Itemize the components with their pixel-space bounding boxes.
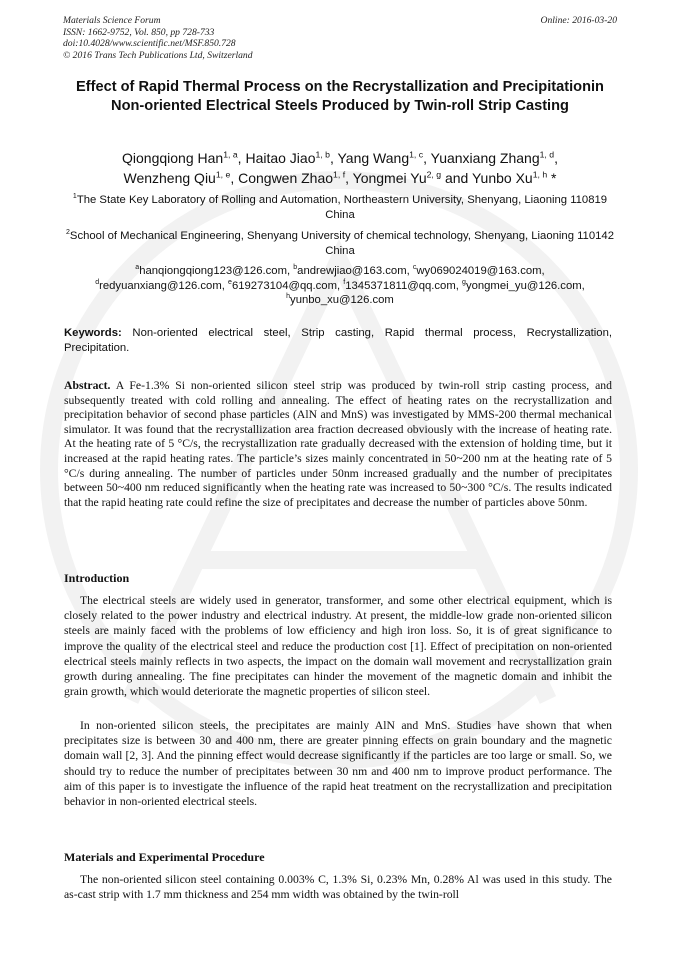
corresponding-author-mark: *: [547, 170, 557, 186]
author-affiliation-mark: 1, b: [315, 149, 330, 160]
section-heading-materials: Materials and Experimental Procedure: [64, 850, 265, 864]
abstract-label: Abstract.: [64, 379, 111, 392]
email-separator: ,: [337, 279, 344, 292]
author-name: Congwen Zhao: [238, 170, 334, 186]
affiliation-1: [60, 193, 620, 223]
email-list: [60, 264, 620, 308]
author-separator: ,: [230, 170, 239, 186]
author-name: Yongmei Yu: [352, 170, 427, 186]
email-separator: ,: [286, 265, 294, 277]
journal-header: [63, 15, 253, 61]
keywords-label: Keywords:: [64, 327, 122, 339]
author-affiliation-mark: 2, g: [426, 169, 442, 180]
author-affiliation-mark: 1, a: [223, 149, 238, 160]
email-mark: a: [135, 264, 140, 272]
materials-paragraph: The non-oriented silicon steel containing 0.003% C, 1.3% Si, 0.23% Mn, 0.28% Al was used in this study. The as-cast strip with 1.7 mm thickness and 254 mm width was obtained by the twin-roll: [64, 873, 612, 902]
email-address[interactable]: 1345371811@qq.com: [345, 279, 456, 292]
author-separator: ,: [329, 150, 338, 166]
journal-name: Materials Science Forum: [63, 15, 161, 26]
issn-line: ISSN: 1662-9752, Vol. 850, pp 728-733: [63, 26, 215, 38]
email-separator: ,: [406, 265, 413, 277]
email-mark: f: [343, 278, 346, 286]
author-list: [60, 148, 620, 188]
email-separator: ,: [221, 279, 229, 292]
email-address[interactable]: 619273104@qq.com: [231, 279, 337, 292]
affiliation-2: [60, 229, 620, 259]
paper-title: Effect of Rapid Thermal Process on the Recrystallization and Precipitationin Non-oriented Electrical Steels Produced by Twin-roll Strip Casting: [76, 79, 604, 114]
email-mark: b: [293, 264, 298, 272]
email-mark: d: [95, 278, 100, 286]
email-separator: ,: [581, 279, 585, 292]
author-separator: ,: [237, 150, 246, 166]
affiliation-number: 2: [66, 229, 70, 237]
introduction-paragraph: In non-oriented silicon steels, the precipitates are mainly AlN and MnS. Studies have shown that when precipitates size is between 30 and 400 nm, there are greater pinning effects on grain boundary and the magnetic domain wall [2, 3]. And the pinning effect would decrease significantly if the particles are too large or small. So, we should try to reduce the number of precipitates between 30 nm and 400 nm to improve product performance. The aim of this paper is to investigate the influence of the rapid heat treatment on the recrystallization and precipitation behavior in non-oriented electrical steels.: [64, 719, 612, 809]
email-separator: ,: [455, 279, 463, 292]
author-separator: ,: [554, 150, 558, 166]
email-address[interactable]: yunbo_xu@126.com: [290, 294, 394, 306]
author-name: Yunbo Xu: [471, 170, 533, 186]
email-mark: c: [412, 264, 417, 272]
email-address[interactable]: wy069024019@163.com: [416, 265, 542, 277]
keywords: [64, 326, 612, 356]
author-affiliation-mark: 1, h: [532, 169, 548, 180]
email-address[interactable]: hanqiongqiong123@126.com: [139, 265, 287, 277]
doi-line: doi:10.4028/www.scientific.net/MSF.850.728: [63, 38, 236, 49]
email-mark: g: [462, 278, 466, 286]
email-address[interactable]: redyuanxiang@126.com: [99, 279, 222, 292]
author-affiliation-mark: 1, f: [333, 169, 346, 180]
introduction-paragraph: The electrical steels are widely used in generator, transformer, and some other electrical equipment, which is closely related to the power industry and electrical industry. At present, the middle-low grade non-oriented silicon steels are mainly faced with the problems of low efficiency and high iron loss. So, it is of great significance to improve the quality of the electrical steel and reduce the production cost [1]. Effect of precipitation on non-oriented electrical steels mainly reflects in two aspects, the impact on the domain wall movement and recrystallization grain growth during annealing. The fine precipitates can hinder the movement of the magnetic domain and inhibit the grain growth, which would deteriorate the magnetic properties of silicon steel.: [64, 594, 612, 699]
email-address[interactable]: andrewjiao@163.com: [297, 265, 407, 277]
online-date: Online: 2016-03-20: [540, 15, 617, 26]
author-name: Qiongqiong Han: [122, 150, 224, 166]
abstract-text: A Fe-1.3% Si non-oriented silicon steel strip was produced by twin-roll strip casting process, and subsequently treated with cold rolling and annealing. The effect of heating rates on the recrystallization and precipitation behavior of second phase particles (AlN and MnS) was investigated by MMS-200 thermal mechanical simulator. It was found that the recrystallization area fraction decreased obviously with the increase of heating rate. At the heating rate of 5 °C/s, the recrystallization rate gradually decreased with the extension of holding time, but it increased at the rapid heating rates. The particle’s sizes mainly concentrated in 50~200 nm at the heating rate of 5 °C/s during annealing. The number of particles under 50nm increased gradually and the number of precipitates between 50~400 nm reduced significantly when the heating rate was increased to 50~300 °C/s. The results indicated that the rapid heating rate could refine the size of precipitates and decrease the number of particles above 50nm.: [64, 379, 612, 509]
affiliation-text: School of Mechanical Engineering, Shenyang University of chemical technology, Shenyang, Liaoning 110142 China: [69, 230, 614, 257]
affiliation-text: The State Key Laboratory of Rolling and Automation, Northeastern University, Shenyang, Liaoning 110819 China: [76, 194, 608, 221]
author-name: Haitao Jiao: [245, 150, 316, 166]
author-affiliation-mark: 1, d: [539, 149, 555, 160]
email-mark: h: [286, 293, 291, 301]
author-affiliation-mark: 1, c: [409, 149, 424, 160]
author-name: Wenzheng Qiu: [123, 170, 216, 186]
author-name: Yuanxiang Zhang: [430, 150, 540, 166]
abstract: [64, 379, 612, 510]
email-separator: ,: [541, 265, 545, 277]
author-separator: ,: [345, 170, 353, 186]
affiliation-number: 1: [72, 193, 77, 201]
author-separator: and: [441, 170, 472, 186]
copyright-line: © 2016 Trans Tech Publications Ltd, Switzerland: [63, 49, 253, 61]
author-separator: ,: [423, 150, 431, 166]
author-name: Yang Wang: [337, 150, 410, 166]
section-heading-introduction: Introduction: [64, 571, 130, 585]
email-address[interactable]: yongmei_yu@126.com: [465, 279, 582, 292]
email-mark: e: [228, 278, 232, 286]
author-affiliation-mark: 1, e: [215, 169, 231, 180]
keywords-text: Non-oriented electrical steel, Strip casting, Rapid thermal process, Recrystallization, Precipitation.: [64, 327, 612, 354]
